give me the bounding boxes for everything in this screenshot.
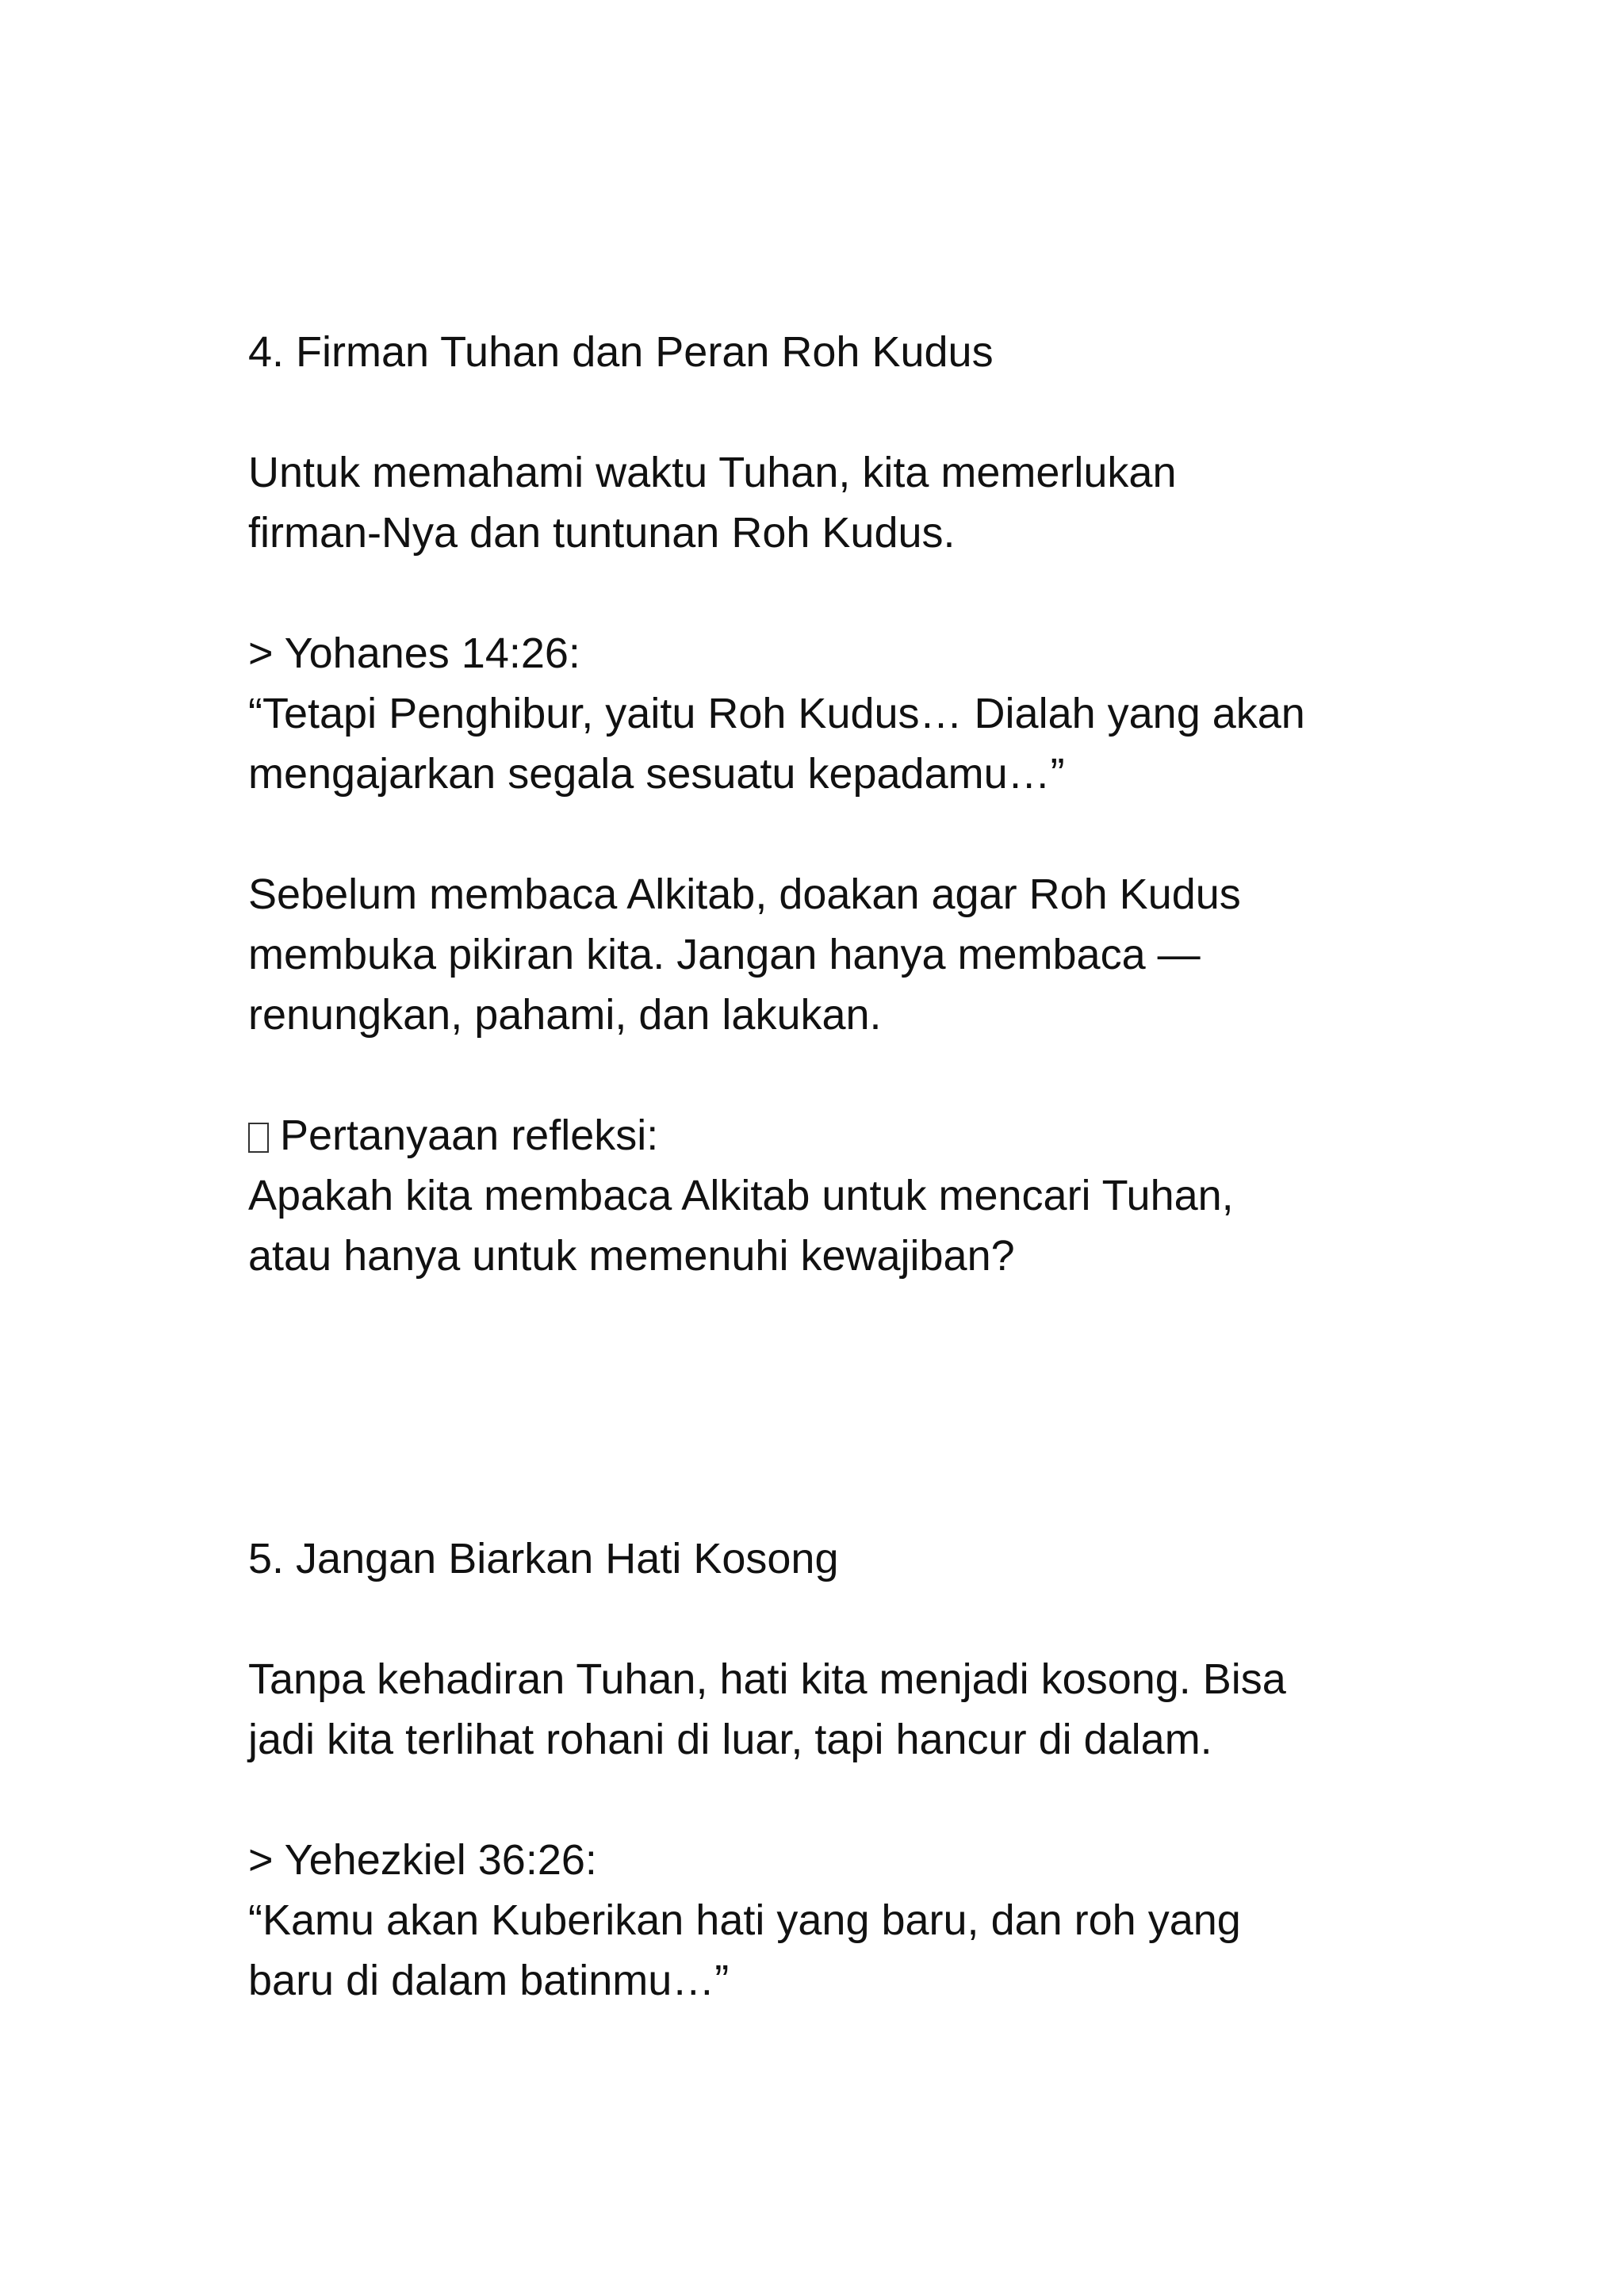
section-5-verse-reference: > Yehezkiel 36:26: (248, 1836, 597, 1884)
section-5-verse-line-2: baru di dalam batinmu…” (248, 1957, 730, 2004)
section-4-heading: 4. Firman Tuhan dan Peran Roh Kudus (248, 328, 994, 376)
section-5-verse-line-1: “Kamu akan Kuberikan hati yang baru, dan roh yang (248, 1896, 1241, 1944)
section-4-reflection-label: Pertanyaan refleksi: (280, 1112, 659, 1159)
section-4-intro-line-2: firman-Nya dan tuntunan Roh Kudus. (248, 509, 956, 557)
section-4-reflection-line-2: atau hanya untuk memenuhi kewajiban? (248, 1232, 1015, 1280)
section-4-verse-reference: > Yohanes 14:26: (248, 629, 580, 677)
section-4-reflection-line-1: Apakah kita membaca Alkitab untuk mencari Tuhan, (248, 1172, 1234, 1219)
section-4-body-line-1: Sebelum membaca Alkitab, doakan agar Roh Kudus (248, 871, 1241, 918)
section-4-verse-line-2: mengajarkan segala sesuatu kepadamu…” (248, 750, 1065, 798)
missing-glyph-icon (248, 1123, 269, 1153)
section-5-heading: 5. Jangan Biarkan Hati Kosong (248, 1535, 839, 1582)
section-4-reflection-label-row (248, 1105, 658, 1165)
section-5-intro-line-1: Tanpa kehadiran Tuhan, hati kita menjadi kosong. Bisa (248, 1655, 1286, 1703)
section-5-intro-line-2: jadi kita terlihat rohani di luar, tapi hancur di dalam. (248, 1716, 1212, 1763)
section-4-verse-line-1: “Tetapi Penghibur, yaitu Roh Kudus… Dialah yang akan (248, 690, 1305, 737)
section-4-intro-line-1: Untuk memahami waktu Tuhan, kita memerlukan (248, 449, 1177, 496)
section-4-body-line-2: membuka pikiran kita. Jangan hanya membaca — (248, 931, 1201, 978)
section-4-body-line-3: renungkan, pahami, dan lakukan. (248, 991, 882, 1039)
